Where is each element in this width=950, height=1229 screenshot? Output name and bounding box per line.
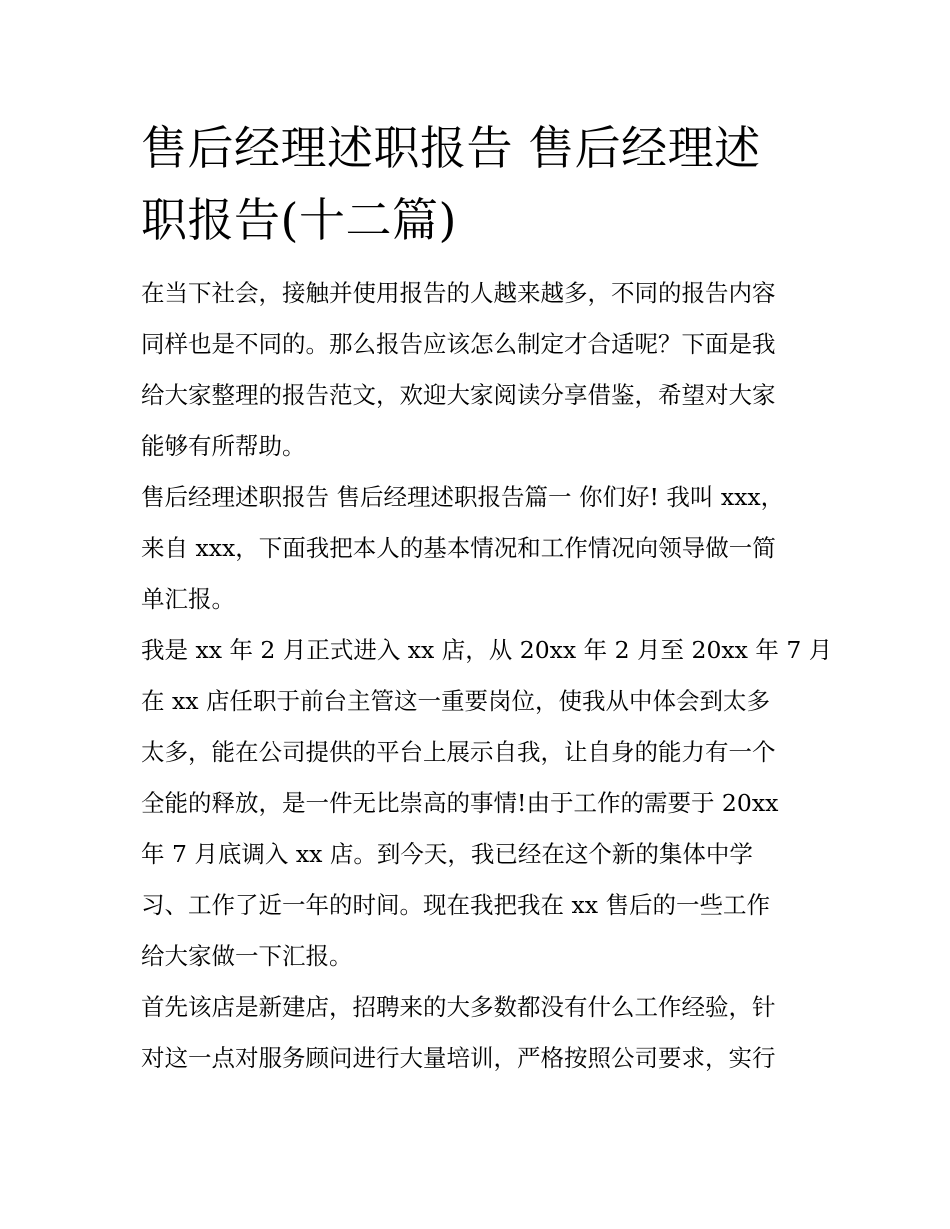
text-line: 在当下社会，接触并使用报告的人越来越多，不同的报告内容: [141, 279, 776, 307]
career-paragraph: [141, 625, 833, 982]
text-line: 太多，能在公司提供的平台上展示自我，让自身的能力有一个: [141, 738, 776, 766]
text-line: 同样也是不同的。那么报告应该怎么制定才合适呢？下面是我: [141, 330, 776, 358]
text-line: 年 7 月底调入 xx 店。到今天，我已经在这个新的集体中学: [141, 840, 753, 868]
intro-paragraph: [141, 268, 821, 472]
title-line: 职报告(十二篇): [141, 193, 457, 247]
text-line: 来自 xxx，下面我把本人的基本情况和工作情况向领导做一简: [141, 534, 776, 562]
document-body: [141, 112, 833, 1084]
text-line: 能够有所帮助。: [141, 432, 306, 460]
title-line: 售后经理述职报告 售后经理述: [141, 121, 761, 175]
text-line: 给大家整理的报告范文，欢迎大家阅读分享借鉴，希望对大家: [141, 381, 776, 409]
document-title: [141, 112, 821, 256]
text-line: 给大家做一下汇报。: [141, 942, 353, 970]
text-line: 在 xx 店任职于前台主管这一重要岗位，使我从中体会到太多: [141, 687, 770, 715]
text-line: 全能的释放，是一件无比崇高的事情!由于工作的需要于 20xx: [141, 789, 779, 817]
greeting-paragraph: [141, 472, 821, 625]
text-line: 我是 xx 年 2 月正式进入 xx 店，从 20xx 年 2 月至 20xx 年 7 月: [141, 636, 833, 664]
text-line: 对这一点对服务顾问进行大量培训，严格按照公司要求，实行: [141, 1044, 776, 1072]
text-line: 习、工作了近一年的时间。现在我把我在 xx 售后的一些工作: [141, 891, 770, 919]
training-paragraph: [141, 982, 821, 1084]
text-line: 单汇报。: [141, 585, 235, 613]
text-line: 售后经理述职报告 售后经理述职报告篇一 你们好! 我叫 xxx，: [141, 483, 785, 511]
text-line: 首先该店是新建店，招聘来的大多数都没有什么工作经验，针: [141, 993, 776, 1021]
